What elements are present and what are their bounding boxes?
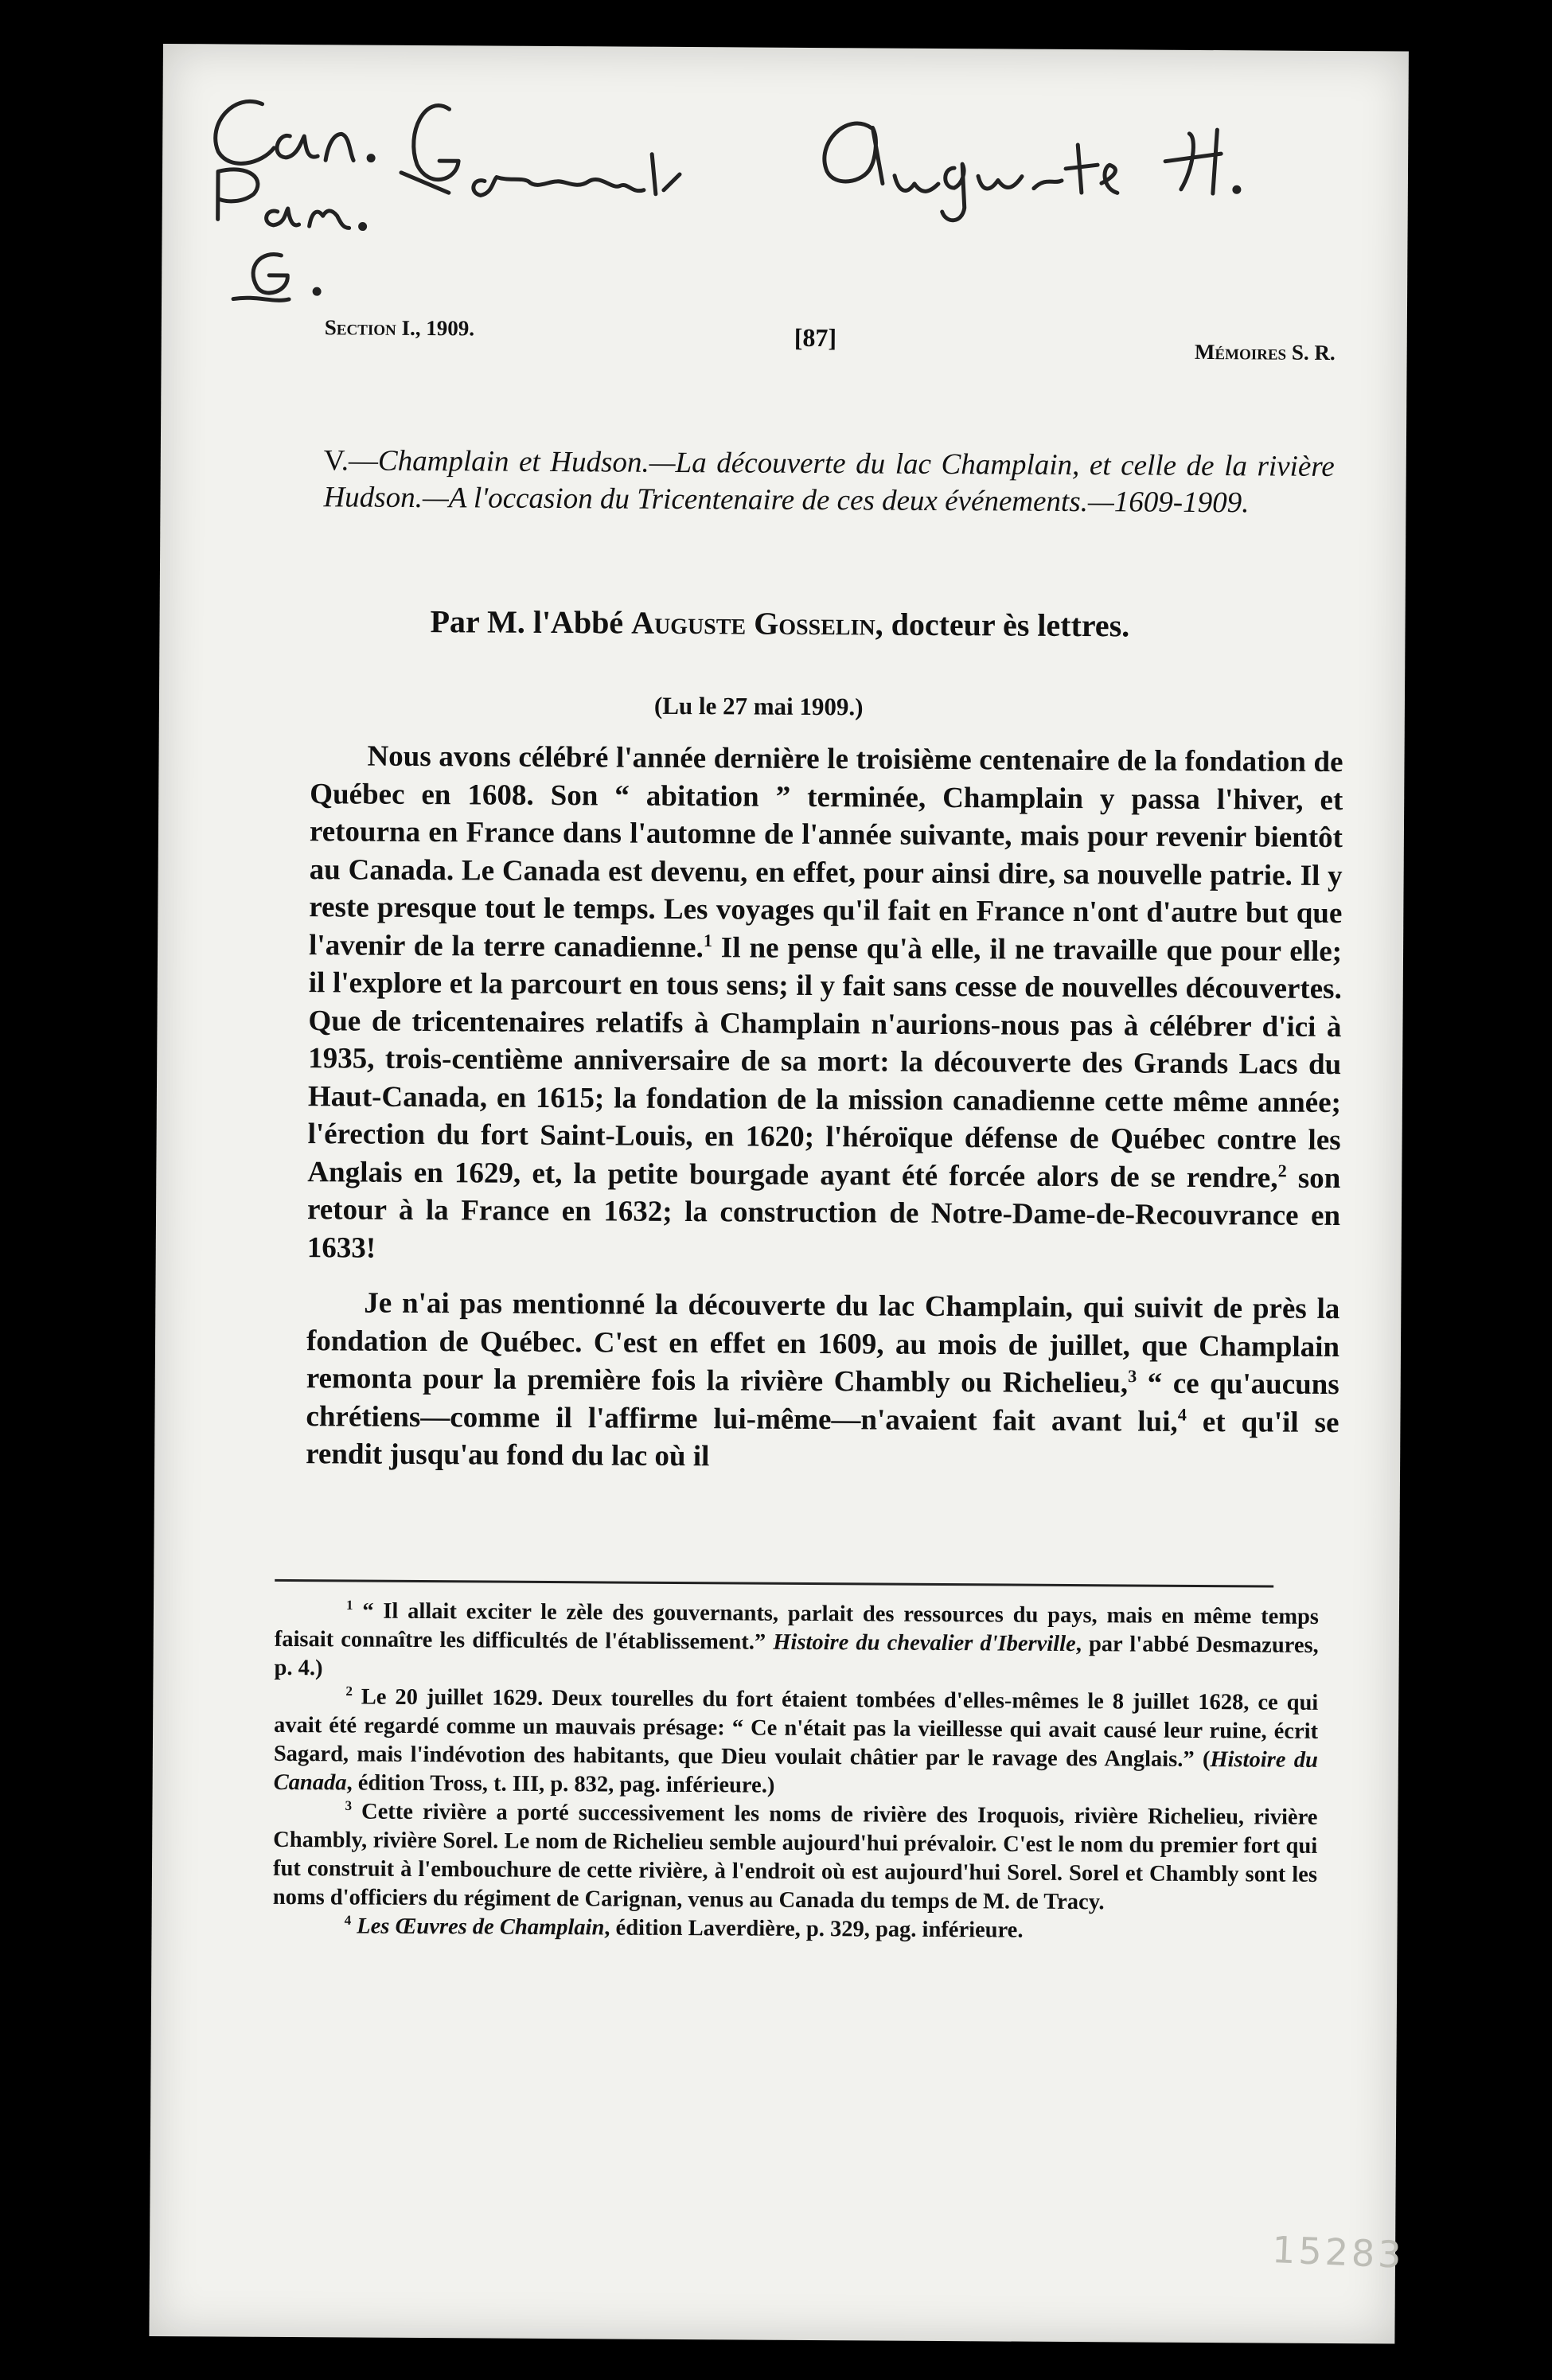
article-body	[306, 737, 1343, 1479]
page-number: [87]	[794, 322, 837, 353]
footnote	[273, 1797, 1318, 1918]
footnotes	[272, 1597, 1319, 1947]
footnote	[272, 1912, 1316, 1947]
read-date: (Lu le 27 mai 1909.)	[653, 691, 864, 721]
paragraph	[306, 1284, 1339, 1479]
footnote-ref: 4	[1177, 1403, 1187, 1425]
footnote-mark: 3	[345, 1797, 353, 1813]
footnote-mark: 2	[345, 1683, 353, 1699]
handwriting-scribble	[185, 60, 1381, 330]
faded-catalog-stamp: 15283	[1271, 2228, 1406, 2277]
paragraph-text: Nous avons célébré l'année dernière le troisième centenaire de la fondation de Québec en 1608. Son “ abitation ” terminée, Champlain y passa l'hiver, et retourna en France dans l'automne de l'année suivante, mais pour revenir bientôt au Canada. Le Canada est devenu, en effet, pour ainsi dire, sa nouvelle patrie. Il y reste presque tout le temps. Les voyages qu'il fait en France n'ont d'autre but que l'avenir de la terre canadienne.	[308, 739, 1343, 964]
byline-prefix: Par M. l'Abbé	[430, 603, 632, 641]
header-section: Section I., 1909.	[324, 315, 475, 341]
header-memoires: Mémoires S. R.	[1194, 339, 1336, 365]
footnote	[274, 1683, 1319, 1804]
footnote-title: Histoire du Canada	[273, 1747, 1318, 1796]
article-title-text: Champlain et Hudson.—La découverte du lac Champlain, et celle de la rivière Hudson.—A l'occasion du Tricentenaire de ces deux événements.—1609-1909.	[323, 444, 1335, 520]
paragraph-text: Il ne pense qu'à elle, il ne travaille que pour elle; il l'explore et la parcourt en tous sens; il y fait sans cesse de nouvelles découvertes. Que de tricentenaires relatifs à Champlain n'aurions-nous pas à célébrer d'ici à 1935, trois-centième anniversaire de sa mort: la découverte des Grands Lacs du Haut-Canada, en 1615; la fondation de la mission canadienne cette même année; l'érection du fort Saint-Louis, en 1620; l'héroïque défense de Québec contre les Anglais en 1629, et, la petite bourgade ayant été forcée alors de se rendre,	[307, 931, 1343, 1195]
paragraph-text: Je n'ai pas mentionné la découverte du lac Champlain, qui suivit de près la fondation de Québec. C'est en effet en 1609, au mois de juillet, que Champlain remonta pour la première fois la rivière Chambly ou Richelieu,	[306, 1286, 1340, 1400]
footnote	[274, 1597, 1319, 1689]
article-title	[323, 443, 1335, 522]
footnote-ref: 3	[1128, 1366, 1137, 1387]
footnote-text: , édition Tross, t. III, p. 832, pag. inférieure.)	[346, 1770, 775, 1798]
paragraph-text: “ ce qu'aucuns chrétiens—comme il l'affirme lui-même—n'avaient fait avant lui,	[306, 1367, 1339, 1438]
footnote-ref: 2	[1277, 1160, 1287, 1180]
footnote-mark: 1	[345, 1597, 353, 1613]
footnote-divider	[275, 1579, 1273, 1588]
paragraph	[307, 737, 1343, 1273]
footnote-title: Histoire du chevalier d'Iberville	[773, 1629, 1076, 1657]
handwritten-catalog-note	[185, 60, 1381, 330]
footnote-text: , édition Laverdière, p. 329, pag. inférieure.	[604, 1915, 1024, 1943]
document-page	[149, 44, 1409, 2344]
running-header	[324, 315, 1336, 369]
footnote-title: Les Œuvres de Champlain	[351, 1914, 605, 1941]
footnote-text: Cette rivière a porté successivement les noms de rivière des Iroquois, rivière Richelieu, rivière Chambly, rivière Sorel. Le nom de Richelieu semble aujourd'hui prévaloir. C'est le nom du premier fort qui fut construit à l'embouchure de cette rivière, à l'endroit où est aujourd'hui Sorel. Sorel et Chambly sont les noms d'officiers du régiment de Carignan, venus au Canada du temps de M. de Tracy.	[272, 1799, 1318, 1915]
byline-suffix: , docteur ès lettres.	[875, 606, 1130, 644]
paragraph-text: et qu'il se rendit jusqu'au fond du lac où il	[306, 1405, 1339, 1473]
paragraph-text: son retour à la France en 1632; la construction de Notre-Dame-de-Recouvrance en 1633!	[306, 1161, 1341, 1265]
footnote-mark: 4	[344, 1912, 352, 1928]
article-number: V.—	[323, 444, 379, 478]
author-name: Auguste Gosselin	[631, 604, 875, 642]
footnote-ref: 1	[703, 930, 713, 950]
byline	[430, 603, 1385, 646]
footnote-text: , par l'abbé Desmazures, p. 4.)	[274, 1632, 1319, 1681]
footnote-text: Le 20 juillet 1629. Deux tourelles du fort étaient tombées d'elles-mêmes le 8 juillet 1628, ce qui avait été regardé comme un mauvais présage: “ Ce n'était pas la vieillesse qui avait causé leur ruine, écrit Sagard, mais l'indévotion des habitants, que Dieu voulait châtier par le ravage des Anglais.” (	[273, 1684, 1319, 1773]
footnote-text: “ Il allait exciter le zèle des gouvernants, parlait des ressources du pays, mais en même temps faisait connaître les difficultés de l'établissement.”	[274, 1598, 1320, 1655]
